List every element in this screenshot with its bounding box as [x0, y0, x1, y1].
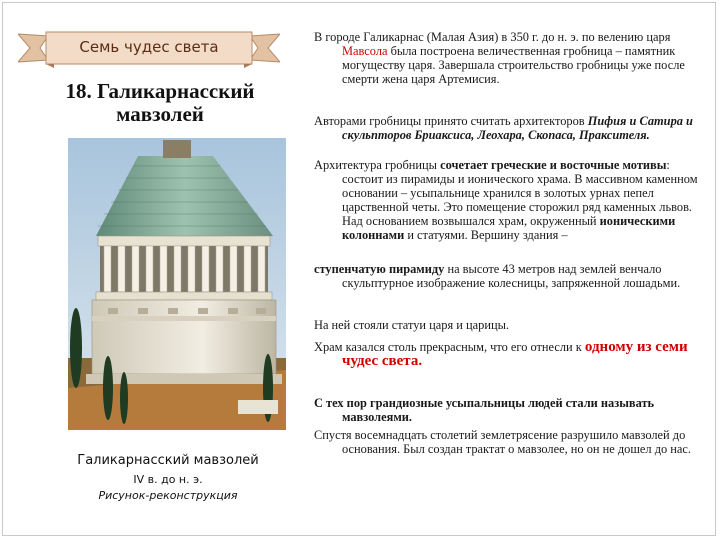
p7-text: С тех пор грандиозные усыпальницы людей стали называть мавзолеями.	[314, 396, 655, 424]
p4-bold-pyramid: ступенчатую пирамиду	[314, 262, 445, 276]
p2-architects: Пифия и Сатира и скульпторов Бриаксиса, Леохара, Скопаса, Праксителя.	[342, 114, 693, 142]
p3-text-a: Архитектура гробницы	[314, 158, 441, 172]
paragraph-2	[314, 114, 712, 142]
paragraph-6	[314, 340, 712, 368]
p3-bold-motifs: сочетает греческие и восточные мотивы	[440, 158, 667, 172]
paragraph-1	[314, 30, 712, 86]
paragraph-4	[314, 262, 712, 290]
caption-name: Галикарнасский мавзолей	[77, 453, 259, 468]
p8-text: Спустя восемнадцать столетий землетрясение разрушило мавзолей до основания. Был создан трактат о мавзолее, но он не дошел до нас.	[314, 428, 692, 456]
p1-text-a: В городе Галикарнас (Малая Азия) в 350 г. до н. э. по велению царя	[314, 30, 671, 44]
section-ribbon	[18, 28, 280, 68]
p3-text-c: и статуями. Вершину здания –	[404, 228, 568, 242]
p6-red-wonder: одному из семи чудес света.	[342, 339, 688, 369]
illustration-caption	[50, 452, 286, 504]
paragraph-5	[314, 318, 712, 332]
paragraph-8	[314, 428, 712, 456]
ribbon-label: Семь чудес света	[79, 38, 219, 56]
p6-text-a: Храм казался столь прекрасным, что его отнесли к	[314, 340, 585, 354]
p3-text-b: : состоит из пирамиды и ионического храма. В массивном каменном основании – усыпальнице хранился в золотых урнах пепел царственной четы. Это помещение сторожил ряд каменных львов. Над основанием возвышался храм, окруженный	[342, 158, 698, 228]
p2-text-a: Авторами гробницы принято считать архитекторов	[314, 114, 588, 128]
paragraph-7	[314, 396, 712, 424]
title-line-2: мавзолей	[116, 102, 204, 126]
paragraph-3	[314, 158, 712, 242]
p1-text-b: была построена величественная гробница – памятник могуществу царя. Завершала строительство гробницы уже после смерти жена царя Артемисия.	[342, 44, 685, 86]
caption-date: IV в. до н. э.	[133, 473, 203, 486]
p5-text: На ней стояли статуи царя и царицы.	[314, 318, 510, 332]
mausoleum-illustration	[68, 138, 286, 430]
p1-name-mausolus: Мавсола	[342, 44, 388, 58]
p3-bold-columns: ионическими колоннами	[342, 214, 676, 242]
page-title	[40, 80, 280, 126]
caption-note: Рисунок-реконструкция	[98, 489, 238, 502]
p4-text-a: на высоте 43 метров над землей венчало скульптурное изображение колесницы, запряженной лошадьми.	[342, 262, 681, 290]
title-line-1: 18. Галикарнасский	[65, 79, 255, 103]
